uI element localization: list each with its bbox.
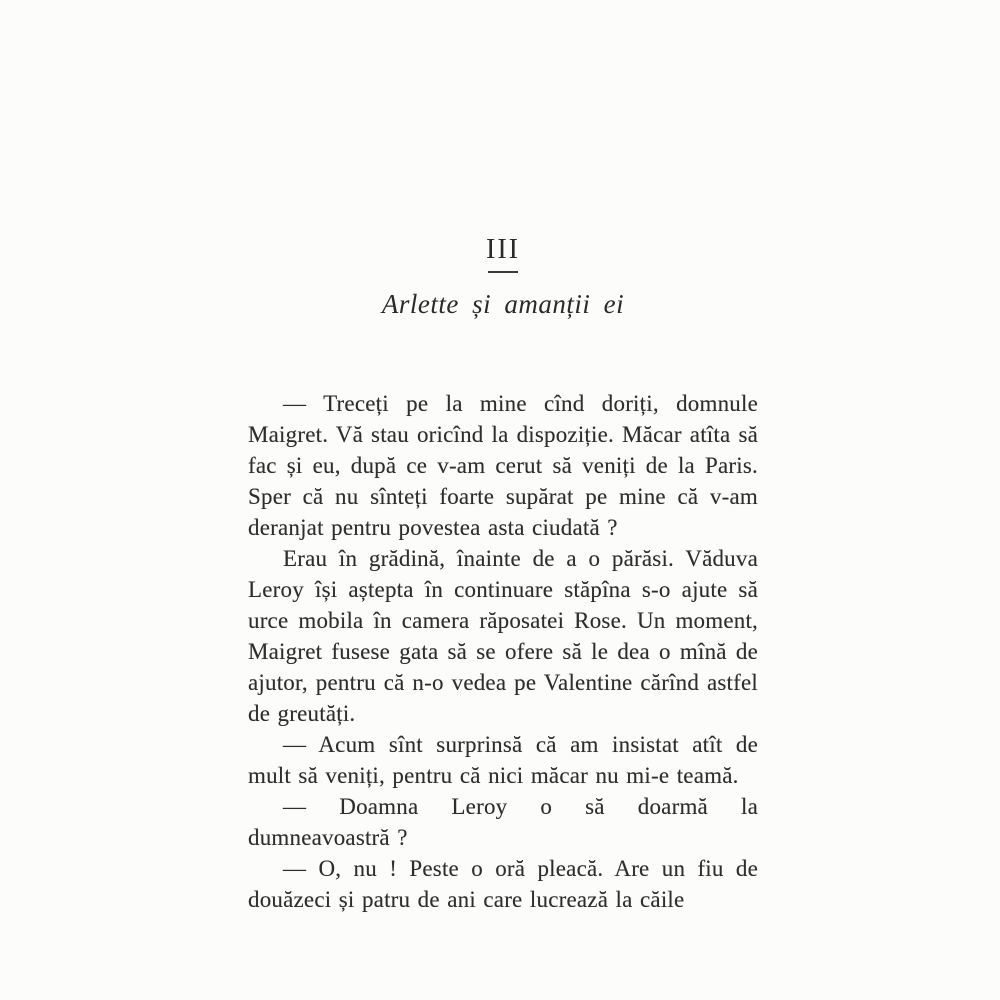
paragraph-1: — Treceți pe la mine cînd doriți, domnule Maigret. Vă stau oricînd la dispoziție. Măcar atîta să fac și eu, după ce v-am cerut să veniți de la Paris. Sper că nu sînteți foarte supărat pe mine că v-am deranjat pentru povestea asta ciudată ? <box>248 391 758 540</box>
body-text <box>248 388 758 915</box>
chapter-title: Arlette și amanții ei <box>381 289 625 319</box>
paragraph-4: — Doamna Leroy o să doarmă la dumneavoastră ? <box>248 794 758 850</box>
paragraph-3: — Acum sînt surprinsă că am insistat atît de mult să veniți, pentru că nici măcar nu mi-e teamă. <box>248 732 758 788</box>
chapter-number: III <box>486 234 520 265</box>
paragraph-2: Erau în grădină, înainte de a o părăsi. Văduva Leroy își aștepta în continuare stăpîna s-o ajute să urce mobila în camera răposatei Rose. Un moment, Maigret fusese gata să se ofere să le dea o mînă de ajutor, pentru că n-o vedea pe Valentine cărînd astfel de greutăți. <box>248 546 758 726</box>
paragraph-5: — O, nu ! Peste o oră pleacă. Are un fiu de douăzeci și patru de ani care lucrează la căile <box>248 856 758 912</box>
text-column <box>248 234 758 915</box>
chapter-rule-divider <box>488 271 518 273</box>
